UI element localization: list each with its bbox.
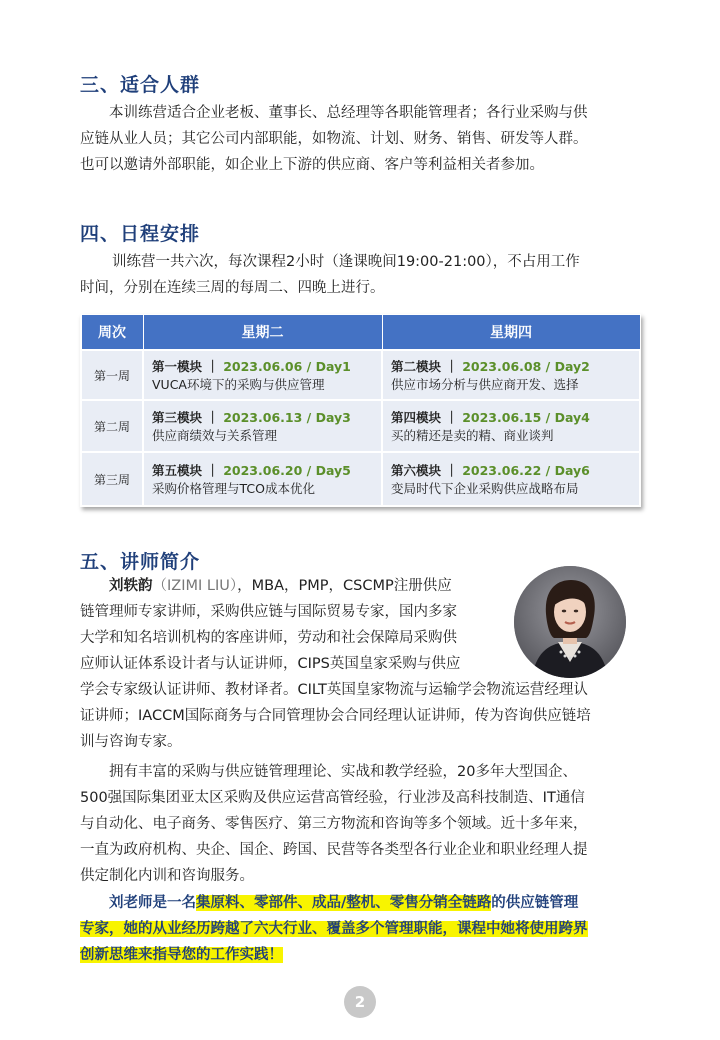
module-title: 第一模块 ｜ 2023.06.06 / Day1 [152, 359, 351, 374]
text-line: 训与咨询专家。 [80, 734, 182, 750]
text-line: 学会专家级认证讲师、教材译者。CILT英国皇家物流与运输学会物流运营经理认 [80, 682, 588, 698]
audience-paragraph [80, 100, 640, 178]
page-number: 2 [344, 986, 376, 1018]
text-line: 大学和知名培训机构的客座讲师，劳动和社会保障局采购供 [80, 630, 457, 646]
module-cell [143, 350, 382, 400]
bio-first-line [80, 573, 640, 599]
text-line: 500强国际集团亚太区采购及供应运营高管经验，行业涉及高科技制造、IT通信 [80, 790, 585, 806]
instructor-name: 刘轶韵 [109, 578, 153, 594]
highlight-line [80, 942, 640, 968]
module-date: 2023.06.06 / Day1 [223, 359, 351, 374]
module-cell [143, 400, 382, 452]
highlight-paragraph [80, 890, 640, 968]
text-line: 链管理师专家讲师，采购供应链与国际贸易专家，国内多家 [80, 604, 457, 620]
table-header-row [81, 315, 640, 351]
schedule-table [80, 314, 641, 507]
week-label: 第二周 [81, 400, 143, 452]
module-title: 第六模块 ｜ 2023.06.22 / Day6 [391, 463, 590, 478]
module-cell [143, 452, 382, 506]
module-date: 2023.06.08 / Day2 [462, 359, 590, 374]
module-topic: 采购价格管理与TCO成本优化 [152, 481, 315, 496]
module-title: 第四模块 ｜ 2023.06.15 / Day4 [391, 410, 590, 425]
experience-paragraph [80, 759, 640, 889]
module-topic: 供应商绩效与关系管理 [152, 428, 278, 443]
table-row [81, 350, 640, 400]
section-title-instructor: 五、讲师简介 [80, 551, 201, 573]
text-line: 与自动化、电子商务、零售医疗、第三方物流和咨询等多个领域。近十多年来， [80, 816, 588, 832]
module-topic: 供应市场分析与供应商开发、选择 [391, 377, 579, 392]
week-label: 第三周 [81, 452, 143, 506]
week-label: 第一周 [81, 350, 143, 400]
schedule-paragraph [80, 249, 640, 301]
module-date: 2023.06.22 / Day6 [462, 463, 590, 478]
module-date: 2023.06.15 / Day4 [462, 410, 590, 425]
header-tuesday: 星期二 [143, 315, 382, 351]
module-topic: 变局时代下企业采购供应战略布局 [391, 481, 579, 496]
table-row [81, 400, 640, 452]
table-row [81, 452, 640, 506]
module-title: 第二模块 ｜ 2023.06.08 / Day2 [391, 359, 590, 374]
highlight-line: 刘老师是一名集原料、零部件、成品/整机、零售分销全链路的供应链管理 [109, 895, 579, 911]
text-line: 拥有丰富的采购与供应链管理理论、实战和教学经验，20多年大型国企、 [109, 764, 577, 780]
text-line: 本训练营适合企业老板、董事长、总经理等各职能管理者；各行业采购与供 [109, 105, 588, 121]
text-line: 证讲师；IACCM国际商务与合同管理协会合同经理认证讲师，传为咨询供应链培 [80, 708, 591, 724]
text-line: 也可以邀请外部职能，如企业上下游的供应商、客户等利益相关者参加。 [80, 157, 544, 173]
bio-text: ，MBA，PMP，CSCMP注册供应 [237, 578, 452, 594]
section-title-audience: 三、适合人群 [80, 74, 201, 96]
text-line: 一直为政府机构、央企、国企、跨国、民营等各类型各行业企业和职业经理人提 [80, 842, 588, 858]
module-cell [382, 452, 640, 506]
section-title-schedule: 四、日程安排 [80, 223, 201, 245]
module-date: 2023.06.13 / Day3 [223, 410, 351, 425]
module-title: 第五模块 ｜ 2023.06.20 / Day5 [152, 463, 351, 478]
module-date: 2023.06.20 / Day5 [223, 463, 351, 478]
highlight-text: 创新思维来指导您的工作实践！ [80, 947, 283, 963]
highlight-text: 集原料、零部件、成品/整机、零售分销全链路 [196, 895, 492, 911]
text-line: 应师认证体系设计者与认证讲师，CIPS英国皇家采购与供应 [80, 656, 461, 672]
highlight-text: 专家，她的从业经历跨越了六大行业、覆盖多个管理职能，课程中她将使用跨界 [80, 921, 588, 937]
module-cell [382, 400, 640, 452]
highlight-line [80, 916, 640, 942]
module-cell [382, 350, 640, 400]
text-line: 供定制化内训和咨询服务。 [80, 868, 254, 884]
module-title: 第三模块 ｜ 2023.06.13 / Day3 [152, 410, 351, 425]
text-line: 时间，分别在连续三周的每周二、四晚上进行。 [80, 280, 385, 296]
text-line: 应链从业人员；其它公司内部职能，如物流、计划、财务、销售、研发等人群。 [80, 131, 588, 147]
header-week: 周次 [81, 315, 143, 351]
instructor-name-en: （IZIMI LIU） [152, 578, 238, 594]
module-topic: VUCA环境下的采购与供应管理 [152, 377, 325, 392]
text-line: 训练营一共六次，每次课程2小时（逢课晚间19:00-21:00），不占用工作 [112, 254, 580, 270]
header-thursday: 星期四 [382, 315, 640, 351]
instructor-bio [80, 573, 640, 755]
module-topic: 买的精还是卖的精、商业谈判 [391, 428, 554, 443]
